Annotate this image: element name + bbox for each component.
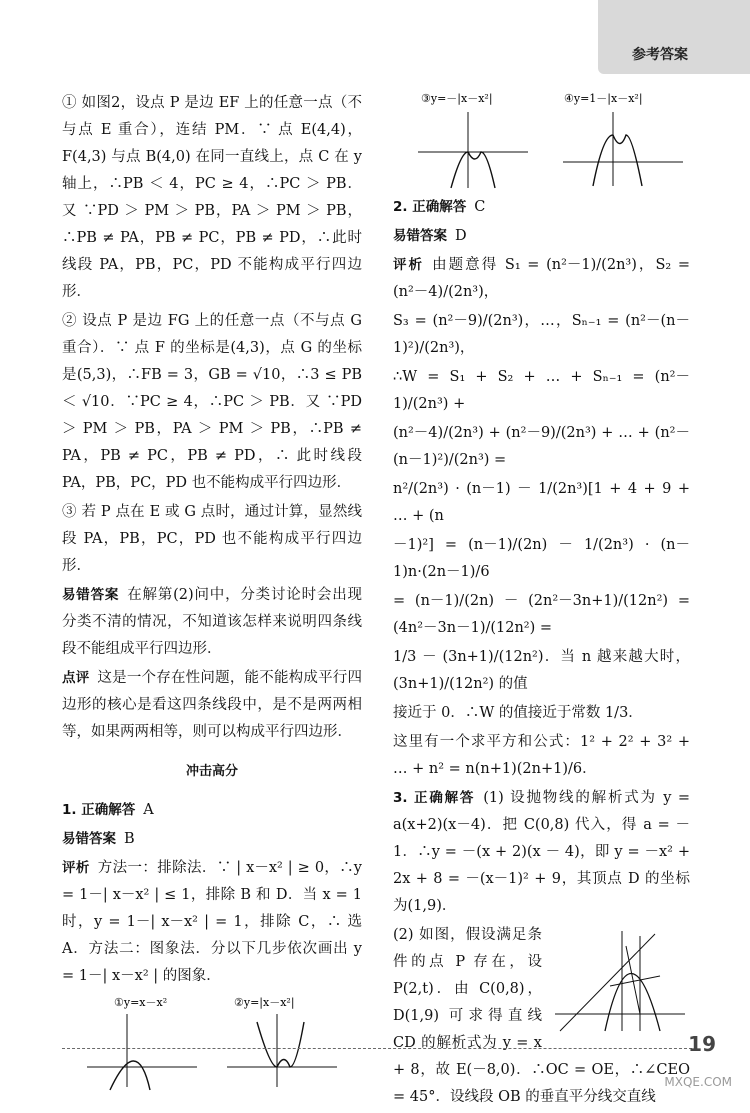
q3-parabola bbox=[605, 974, 660, 1032]
graph-4-curve bbox=[593, 135, 642, 186]
graph-2-curve bbox=[257, 1022, 304, 1067]
graphs-row-2 bbox=[393, 90, 690, 194]
graph-2-label: ②y=|x－x²| bbox=[234, 996, 295, 1009]
q3-part-1-text: (1) 设抛物线的解析式为 y = a(x+2)(x－4)．把 C(0,8) 代入，得 a = －1．∴y = －(x + 2)(x － 4)，即 y = －x² + 2x + 8 = －(x－1)² + 9，其顶点 D 的坐标为(1,9)． bbox=[393, 790, 690, 914]
math-line-4: (n²－4)/(2n³) + (n²－9)/(2n³) + … + (n²－(n－1)²)/(2n³) = bbox=[393, 425, 690, 468]
q2-error-line bbox=[393, 223, 690, 250]
q3-line-hq bbox=[610, 976, 660, 986]
graph-1-curve bbox=[110, 1061, 150, 1090]
q1-analysis-label: 评析 bbox=[62, 860, 90, 876]
section-title: 冲击高分 bbox=[185, 764, 238, 779]
watermark: MXQE.COM bbox=[664, 1075, 732, 1089]
header-label: 参考答案 bbox=[632, 47, 688, 63]
right-column bbox=[393, 90, 690, 1113]
math-line-6: －1)²] = (n－1)/(2n) － 1/(2n³) · (n－1)n·(2n－1)/6 bbox=[393, 537, 690, 580]
common-error-block bbox=[62, 582, 362, 663]
q2-error-label: 易错答案 bbox=[393, 228, 447, 244]
graph-3-figure bbox=[413, 90, 533, 190]
q3-part-2-text: (2) 如图，假设满足条件的点 P 存在，设 P(2,t)．由 C(0,8)，D(1,9) 可求得直线 CD 的解析式为 y = x + 8，故 E(－8,0)．∴OC = OE，∴∠CEO = 45°．设线段 OB 的垂直平分线交直线 bbox=[393, 927, 690, 1105]
math-line-8: 1/3 － (3n+1)/(12n²)．当 n 越来越大时，(3n+1)/(12n²) 的值 bbox=[393, 649, 690, 692]
comment-text: 这是一个存在性问题，能不能构成平行四边形的核心是看这四条线段中，是不是两两相等，如果两两相等，则可以构成平行四边形． bbox=[62, 670, 362, 740]
graph-3-label: ③y=－|x－x²| bbox=[421, 92, 493, 105]
math-line-5: n²/(2n³) · (n－1) － 1/(2n³)[1 + 4 + 9 + … + (n bbox=[393, 481, 690, 524]
page-number: 19 bbox=[688, 1032, 716, 1056]
q2-analysis-label: 评析 bbox=[393, 257, 425, 273]
graph-4-label: ④y=1－|x－x²| bbox=[564, 92, 643, 105]
math-line-9: 接近于 0．∴W 的值接近于常数 1/3． bbox=[393, 705, 643, 721]
q3-answer-label: 3. 正确解答 bbox=[393, 790, 476, 806]
q2-error: D bbox=[455, 228, 467, 244]
left-column bbox=[62, 90, 362, 1102]
q1-answer-label: 1. 正确解答 bbox=[62, 802, 136, 818]
q2-answer-line bbox=[393, 194, 690, 221]
left-paragraph-3: ③ 若 P 点在 E 或 G 点时，通过计算，显然线段 PA，PB，PC，PD 也不能构成平行四边形． bbox=[62, 504, 362, 574]
q1-error: B bbox=[124, 831, 135, 847]
comment-block bbox=[62, 665, 362, 746]
q3-part-2-block bbox=[393, 922, 690, 1111]
graph-4-figure bbox=[558, 90, 688, 190]
q2-answer-label: 2. 正确解答 bbox=[393, 199, 467, 215]
q1-answer-line bbox=[62, 797, 362, 824]
q3-part-1 bbox=[393, 785, 690, 920]
math-line-1: 由题意得 S₁ = (n²－1)/(2n³)，S₂ = (n²－4)/(2n³)， bbox=[393, 257, 691, 300]
q2-analysis-line-1 bbox=[393, 252, 690, 306]
common-error-text: 在解第(2)问中，分类讨论时会出现分类不清的情况，不知道该怎样来说明四条线段不能组成平行四边形． bbox=[62, 587, 362, 657]
q1-error-label: 易错答案 bbox=[62, 831, 116, 847]
math-line-10: 这里有一个求平方和公式：1² + 2² + 3² + … + n² = n(n+1)(2n+1)/6． bbox=[393, 734, 690, 777]
math-line-7: = (n－1)/(2n) － (2n²－3n+1)/(12n²) = (4n²－3n－1)/(12n²) = bbox=[393, 593, 690, 636]
q1-analysis bbox=[62, 855, 362, 990]
math-line-3: ∴W = S₁ + S₂ + … + Sₙ₋₁ = (n²－1)/(2n³) + bbox=[393, 369, 690, 412]
left-paragraph-1: ① 如图2，设点 P 是边 EF 上的任意一点（不与点 E 重合），连结 PM．∵ 点 E(4,4)，F(4,3) 与点 B(4,0) 在同一直线上，点 C 在 y 轴上，∴PB ＜ 4，PC ≥ 4，∴PC ＞ PB．又 ∵PD ＞ PM ＞ PB，PA ＞ PM ＞ PB，∴PB ≠ PA，PB ≠ PC，PB ≠ PD，∴此时线段 PA，PB，PC，PD 不能构成平行四边形． bbox=[62, 95, 362, 300]
q2-answer: C bbox=[474, 199, 486, 215]
q3-figure bbox=[550, 926, 690, 1036]
graphs-row-1 bbox=[62, 992, 362, 1102]
footer-divider bbox=[62, 1048, 692, 1049]
graph-1-label: ①y=x－x² bbox=[114, 996, 168, 1009]
left-paragraph-2: ② 设点 P 是边 FG 上的任意一点（不与点 G 重合）．∵ 点 F 的坐标是(4,3)，点 G 的坐标是(5,3)，∴FB = 3，GB = √10，∴3 ≤ PB ＜ √10．∵PC ≥ 4，∴PC ＞ PB．又 ∵PD ＞ PM ＞ PB，PA ＞ PM ＞ PB，∴PB ≠ PA，PB ≠ PC，PB ≠ PD，∴ 此时线段 PA，PB，PC，PD 也不能构成平行四边形． bbox=[62, 313, 362, 491]
comment-label: 点评 bbox=[62, 670, 90, 686]
q3-line-ce bbox=[560, 934, 655, 1031]
graph-2-figure bbox=[222, 992, 342, 1092]
graph-3-curve bbox=[451, 152, 495, 188]
q1-analysis-text: 方法一：排除法．∵ | x－x² | ≥ 0，∴y = 1－| x－x² | ≤ 1，排除 B 和 D．当 x = 1 时，y = 1－| x－x² | = 1，排除 C，∴ 选 A．方法二：图象法．分以下几步依次画出 y = 1－| x－x² | 的图象． bbox=[62, 860, 362, 984]
math-line-2: S₃ = (n²－9)/(2n³)，…，Sₙ₋₁ = (n²－(n－1)²)/(2n³)， bbox=[393, 313, 690, 356]
q1-answer: A bbox=[143, 802, 154, 818]
common-error-label: 易错答案 bbox=[62, 587, 120, 603]
q1-error-line bbox=[62, 826, 362, 853]
graph-1-figure bbox=[82, 992, 202, 1092]
